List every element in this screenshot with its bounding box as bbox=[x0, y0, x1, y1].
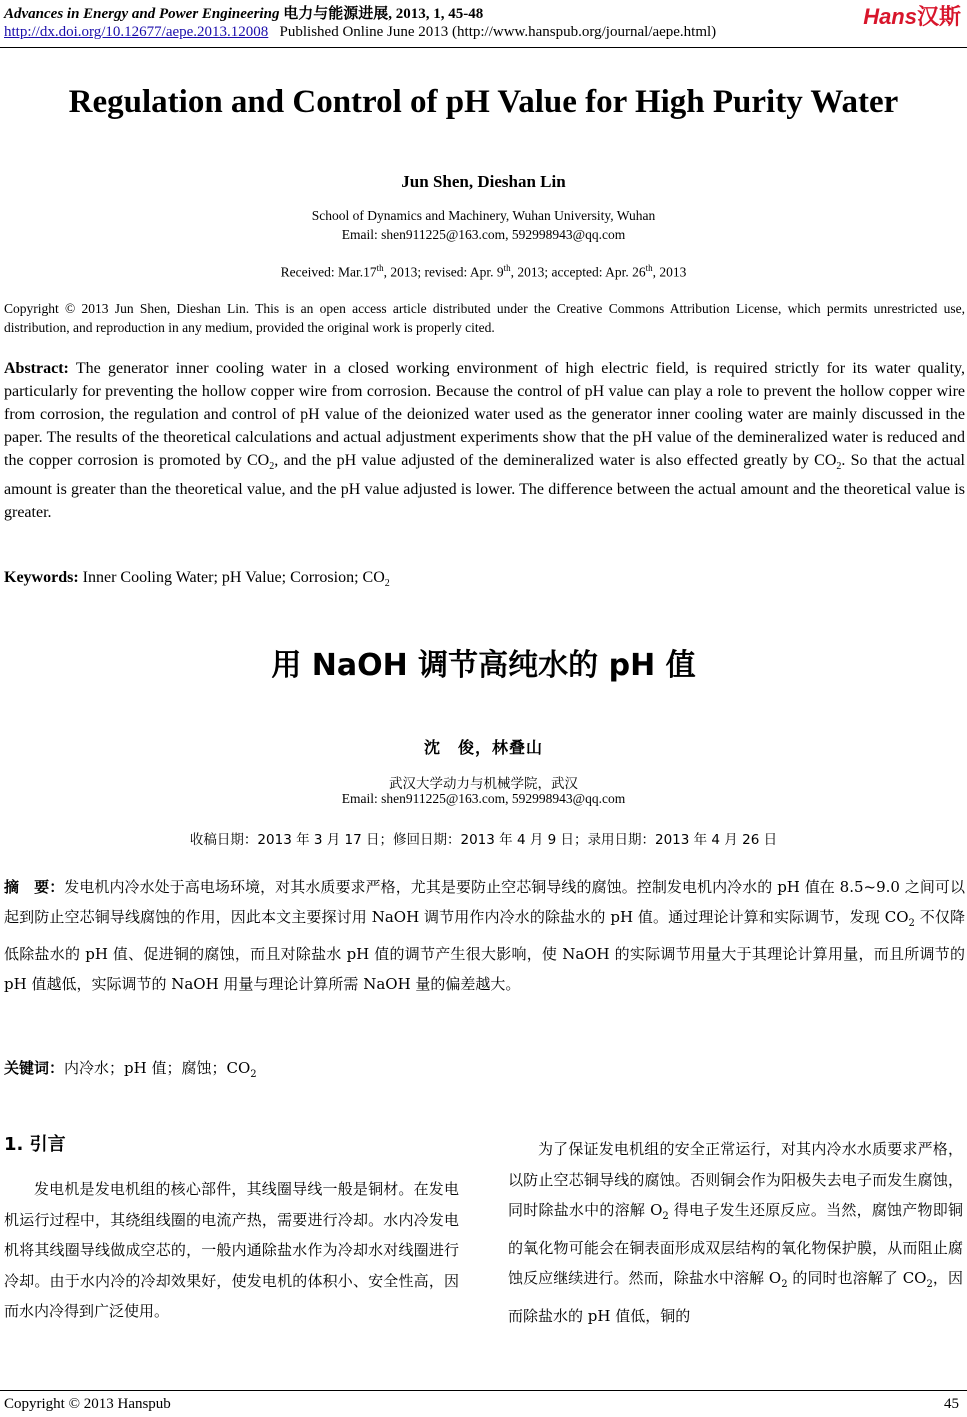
hans-logo bbox=[863, 0, 961, 31]
authors-cn: 沈 俊，林叠山 bbox=[423, 738, 543, 757]
keywords-label-en: Keywords: bbox=[4, 569, 79, 586]
paper-title-en: Regulation and Control of pH Value for High Purity Water bbox=[68, 84, 899, 120]
journal-name-cn: 电力与能源进展 bbox=[283, 4, 389, 22]
paper-title-cn: 用 NaOH 调节高纯水的 pH 值 bbox=[271, 648, 696, 683]
received-dates-en: Received: Mar.17th, 2013; revised: Apr. 9th, 2013; accepted: Apr. 26th, 2013 bbox=[280, 263, 687, 280]
email-cn: Email: shen911225@163.com, 592998943@qq.com bbox=[341, 791, 626, 806]
logo-text-en: Hans bbox=[863, 4, 917, 29]
abstract-en: Abstract: The generator inner cooling water in a closed working environment of high electric field, is required strictly for its water quality, particularly for preventing the hollow copper wire from corrosion. Because the control of pH value can play a role to prevent the hollow copper wire from corrosion, the regulation and control of pH value of the deionized water used as the generator inner cooling water are mainly discussed in the paper. The results of the theoretical calculations and actual adjustment experiments show that the pH value of the demineralized water is reduced and the copper corrosion is promoted by $CO_2$, and the pH value adjusted of the demineralized water is also effected greatly by $CO_2$. So that the actual amount is greater than the theoretical value, and the pH value adjusted is lower. The difference between the actual amount and the theoretical value is greater. bbox=[4, 360, 966, 522]
journal-volume: , 2013, 1, 45-48 bbox=[388, 6, 484, 22]
email-en: Email: shen911225@163.com, 592998943@qq.com bbox=[341, 227, 626, 242]
footer-copyright: Copyright © 2013 Hanspub bbox=[4, 1396, 171, 1412]
affiliation-cn: 武汉大学动力与机械学院，武汉 bbox=[389, 776, 578, 792]
abstract-cn: 摘 要：发电机内冷水处于高电场环境，对其水质要求严格，尤其是要防止空芯铜导线的腐蚀。控制发电机内冷水的 pH 值在 8.5~9.0 之间可以起到防止空芯铜导线腐蚀的作用，因此本文主要探讨用 NaOH 调节用作内冷水的除盐水的 pH 值。通过理论计算和实际调节，发现 $CO_2$ 不仅降低除盐水的 pH 值、促进铜的腐蚀，而且对除盐水 pH 值的调节产生很大影响，使 NaOH 的实际调节用量大于其理论计算用量，而且所调节的 pH 值越低，实际调节的 NaOH 用量与理论计算所需 NaOH 量的偏差越大。 bbox=[4, 878, 965, 993]
authors-en: Jun Shen, Dieshan Lin bbox=[401, 172, 566, 191]
doi-link[interactable]: http://dx.doi.org/10.12677/aepe.2013.12008 bbox=[4, 24, 269, 40]
copyright-notice: Copyright © 2013 Jun Shen, Dieshan Lin. This is an open access article distributed under the Creative Commons Attribution License, which permits unrestricted use, distribution, and reproduction in any medium, provided the original work is properly cited. bbox=[4, 301, 965, 335]
footer-rule bbox=[0, 1390, 967, 1391]
abstract-label-en: Abstract: bbox=[4, 360, 69, 377]
received-dates-cn: 收稿日期：2013 年 3 月 17 日；修回日期：2013 年 4 月 9 日；录用日期：2013 年 4 月 26 日 bbox=[189, 832, 778, 848]
affiliation-en: School of Dynamics and Machinery, Wuhan University, Wuhan bbox=[311, 208, 656, 223]
keywords-cn: 关键词：内冷水；pH 值；腐蚀；$CO_2$ bbox=[4, 1059, 257, 1080]
keywords-en: Keywords: Inner Cooling Water; pH Value; Corrosion; $CO_2$ bbox=[4, 569, 390, 590]
keywords-label-cn: 关键词： bbox=[4, 1059, 65, 1077]
header-rule bbox=[0, 47, 967, 48]
intro-right-column: 为了保证发电机组的安全正常运行，对其内冷水水质要求严格，以防止空芯铜导线的腐蚀。否则铜会作为阳极失去电子而发生腐蚀，同时除盐水中的溶解 $O_2$ 得电子发生还原反应。当然，腐蚀产物即铜的氧化物可能会在铜表面形成双层结构的氧化物保护膜，从而阻止腐蚀反应继续进行。然而，除盐水中溶解 $O_2$ 的同时也溶解了 $CO_2$，因而除盐水的 pH 值低，铜的 bbox=[508, 1140, 963, 1325]
published-online: Published Online June 2013 (http://www.hanspub.org/journal/aepe.html) bbox=[279, 24, 717, 40]
section-heading-introduction: 1. 引言 bbox=[4, 1134, 66, 1155]
logo-text-cn: 汉斯 bbox=[916, 5, 961, 30]
journal-header bbox=[4, 2, 483, 23]
abstract-label-cn: 摘 要： bbox=[4, 878, 65, 896]
intro-left-column: 发电机是发电机组的核心部件，其线圈导线一般是铜材。在发电机运行过程中，其绕组线圈的电流产热，需要进行冷却。水内冷发电机将其线圈导线做成空芯的，一般内通除盐水作为冷却水对线圈进行冷却。由于水内冷的冷却效果好，使发电机的体积小、安全性高，因而水内冷得到广泛使用。 bbox=[4, 1180, 459, 1320]
journal-name-en: Advances in Energy and Power Engineering bbox=[4, 6, 280, 22]
publication-line bbox=[4, 24, 716, 41]
page-number: 45 bbox=[944, 1396, 959, 1412]
